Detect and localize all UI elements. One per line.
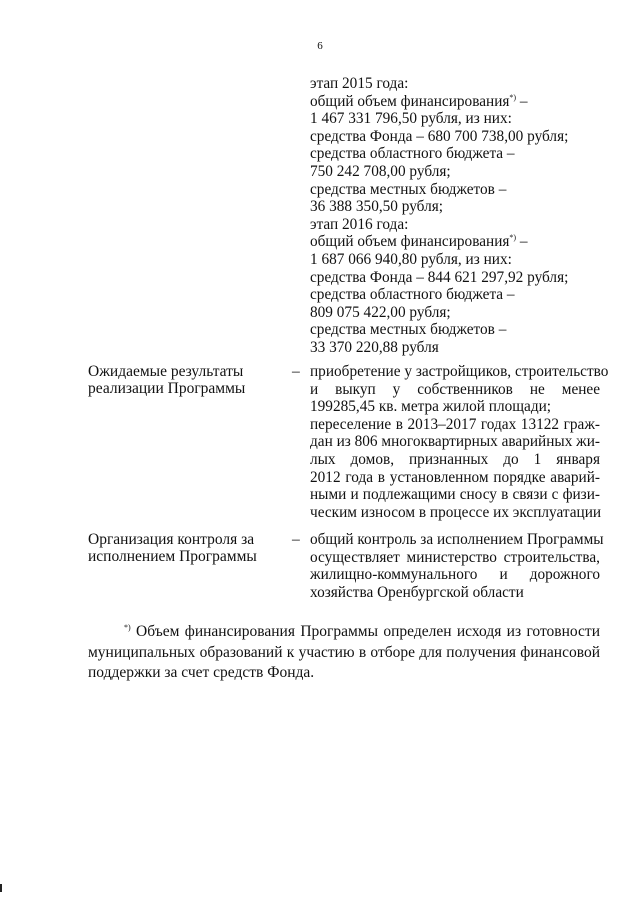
- control-body: общий контроль за исполнением Программы осуществляет министерство строительства, жилищно-коммунального и дорожного хозяйства Оренбургской области: [310, 531, 604, 601]
- funding-line: средства областного бюджета –: [310, 286, 515, 304]
- funding-line: средства Фонда – 844 621 297,92 рубля;: [310, 268, 569, 286]
- funding-line: 36 388 350,50 рубля;: [310, 198, 443, 216]
- footnote-marker: *): [509, 92, 517, 102]
- control-label: Организация контроля за исполнением Программы: [88, 531, 257, 565]
- results-dash: –: [292, 363, 300, 380]
- funding-line: 1 687 066 940,80 рубля, из них:: [310, 250, 512, 268]
- control-dash: –: [292, 531, 300, 548]
- funding-line: средства местных бюджетов –: [310, 180, 507, 198]
- results-label: Ожидаемые результаты реализации Программы: [88, 363, 246, 397]
- funding-line: средства местных бюджетов –: [310, 321, 507, 339]
- funding-line: 809 075 422,00 рубля;: [310, 303, 451, 321]
- funding-line: средства областного бюджета –: [310, 145, 515, 163]
- funding-line: общий объем финансирования*) –: [310, 233, 528, 251]
- footnote-marker: *): [124, 623, 131, 632]
- funding-block: [310, 75, 610, 357]
- funding-line: 33 370 220,88 рубля: [310, 338, 439, 356]
- results-body: приобретение у застройщиков, строительство и выкуп у собственников не менее 199285,45 кв. метра жилой площади; переселение в 2013–2017 годах 13122 граж- дан из 806 многоквартирных аварийных жи- лых домов, признанных до 1 января 2012 года в установленном порядке аварий- ными и подлежащими сносу в связи с физи- ческим износом в процессе их эксплуатации: [310, 363, 609, 521]
- funding-line: этап 2015 года:: [310, 75, 409, 92]
- footnote-marker: *): [509, 233, 517, 243]
- funding-line: 1 467 331 796,50 рубля, из них:: [310, 110, 512, 128]
- scan-edge-mark: [0, 884, 2, 892]
- funding-line: средства Фонда – 680 700 738,00 рубля;: [310, 127, 569, 145]
- footnote: *) Объем финансирования Программы определен исходя из готовности муниципальных образований к участию в отборе для получения финансовой поддержки за счет средств Фонда.: [88, 623, 600, 681]
- page-number: 6: [317, 40, 323, 52]
- funding-line: общий объем финансирования*) –: [310, 92, 528, 110]
- funding-line: этап 2016 года:: [310, 215, 409, 233]
- funding-line: 750 242 708,00 рубля;: [310, 162, 451, 180]
